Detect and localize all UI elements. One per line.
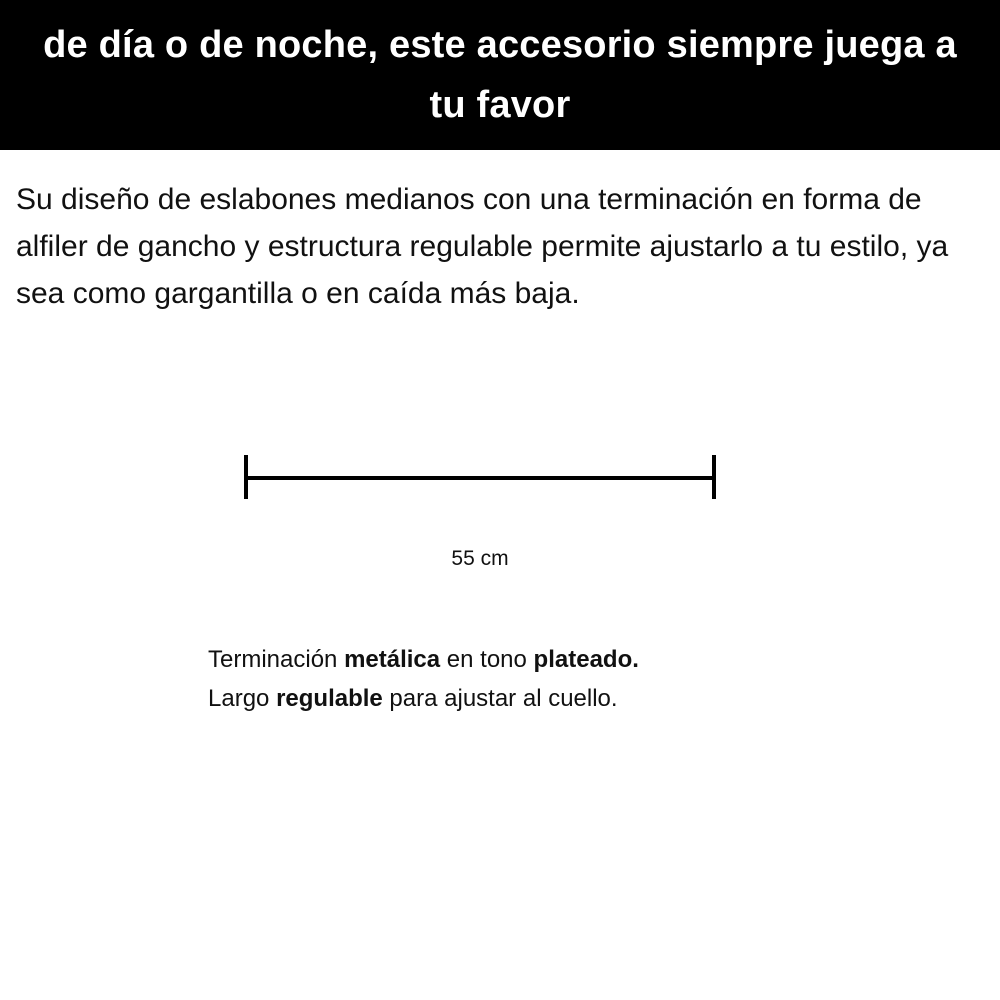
feature-length — [208, 679, 848, 718]
feature-list — [208, 640, 848, 718]
header-banner — [0, 0, 1000, 150]
measurement-label: 55 cm — [451, 547, 509, 570]
feature-length-type: regulable — [276, 685, 383, 712]
feature-length-suffix: para ajustar al cuello. — [382, 685, 618, 712]
product-description: Su diseño de eslabones medianos con una terminación en forma de alfiler de gancho y estructura regulable permite ajustarlo a tu estilo, ya sea como gargantilla o en caída más baja. — [16, 183, 949, 310]
measurement-indicator — [243, 454, 717, 500]
page-title: de día o de noche, este accesorio siempre juega a tu favor — [43, 24, 957, 126]
measurement-line-graphic — [243, 454, 717, 500]
feature-finish-prefix: Terminación — [208, 646, 345, 673]
feature-finish-material: metálica — [344, 646, 441, 673]
feature-finish-middle: en tono — [440, 646, 534, 673]
feature-finish — [208, 640, 848, 679]
feature-finish-tone: plateado. — [533, 646, 639, 673]
feature-length-prefix: Largo — [208, 685, 277, 712]
